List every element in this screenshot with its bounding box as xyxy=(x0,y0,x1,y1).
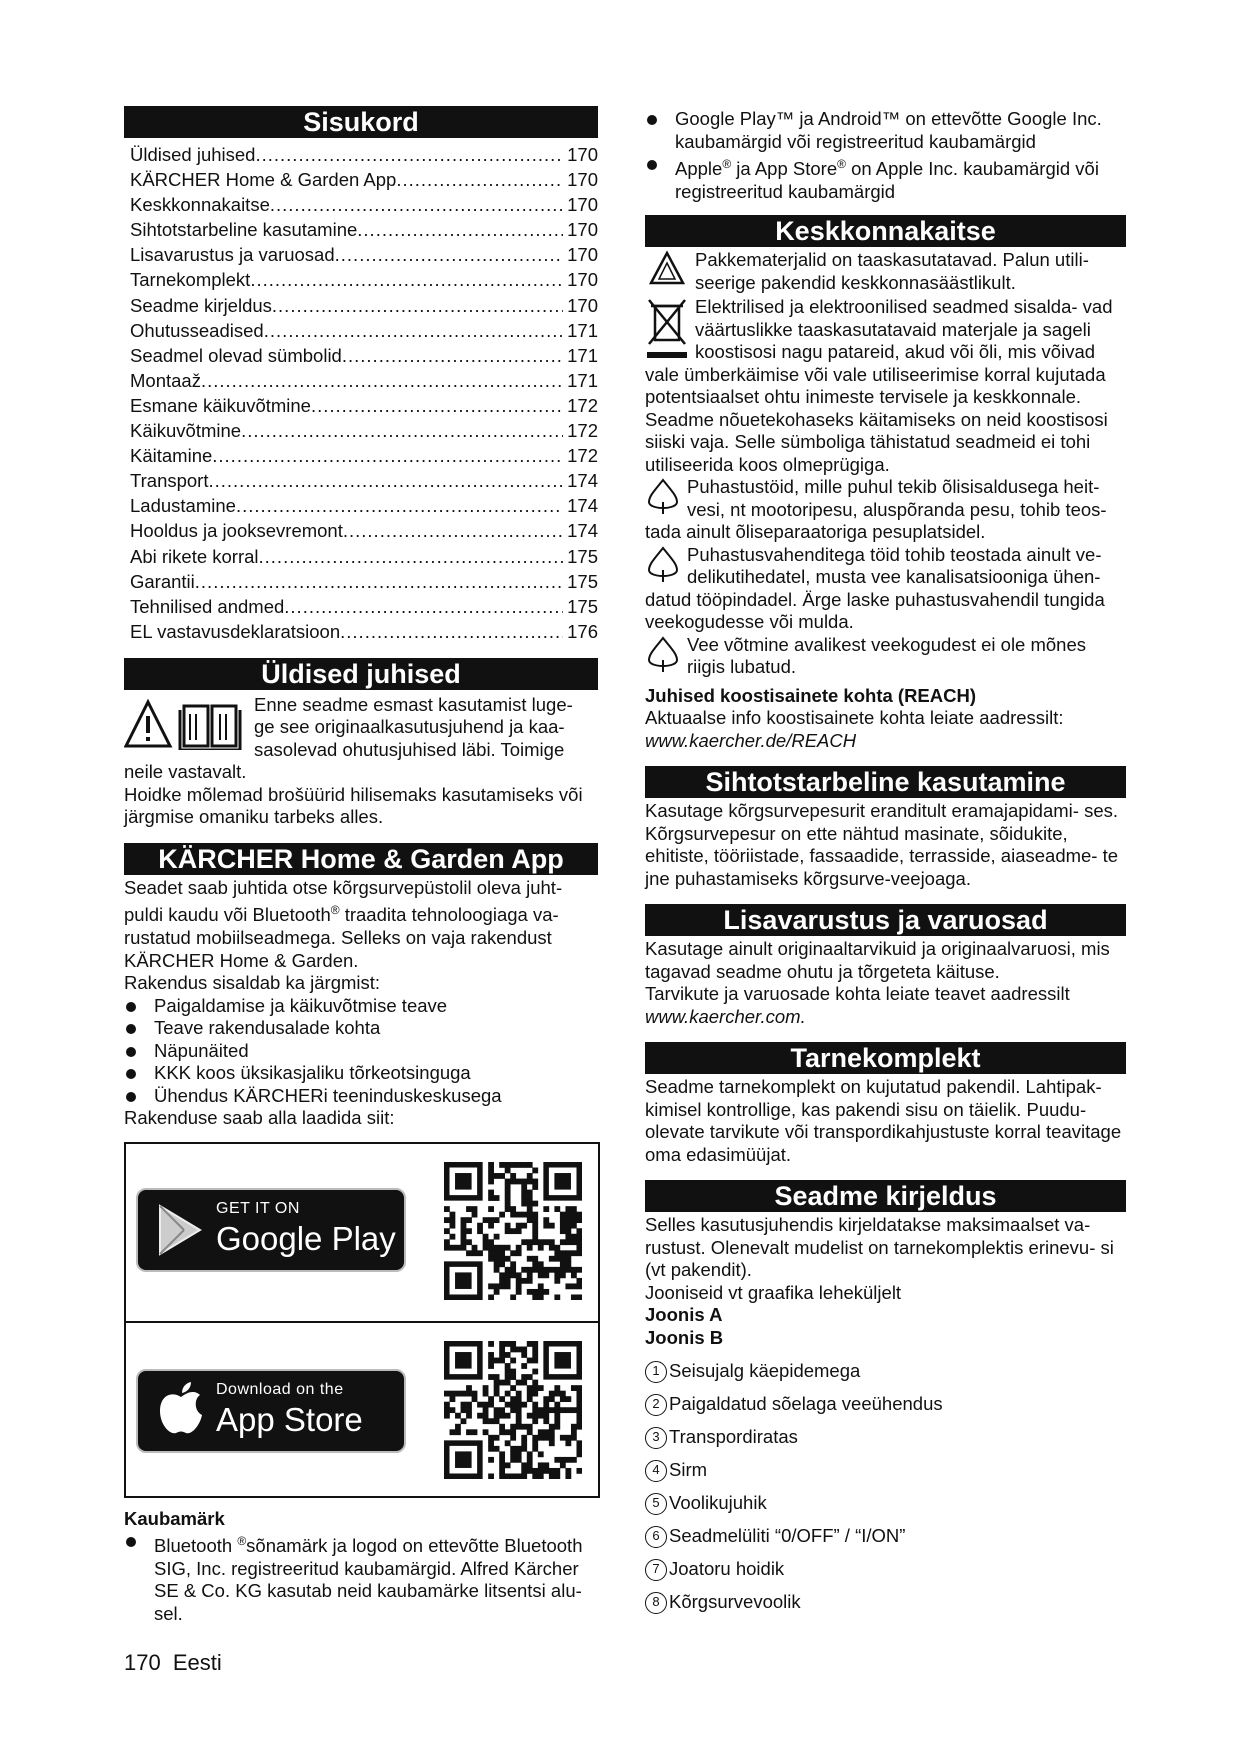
toc-leader-dots xyxy=(264,318,563,343)
weee-bin-icon xyxy=(645,296,689,362)
component-label: Paigaldatud sõelaga veeühendus xyxy=(669,1393,943,1415)
toc-entry[interactable] xyxy=(130,217,598,242)
component-label: Transpordiratas xyxy=(669,1426,798,1448)
toc-leader-dots xyxy=(212,443,563,468)
toc-entry[interactable] xyxy=(130,142,598,167)
component-number: 1 xyxy=(645,1361,667,1383)
toc-leader-dots xyxy=(284,594,563,619)
left-column xyxy=(124,106,598,1625)
toc-entry[interactable] xyxy=(130,368,598,393)
water-protection-icon xyxy=(645,476,681,516)
toc-entry-page: 172 xyxy=(567,420,598,442)
trademark-heading: Kaubamärk xyxy=(124,1507,225,1529)
toc-leader-dots xyxy=(270,192,563,217)
app-text-1: Seadet saab juhtida otse kõrgsurvepüstolil oleva juht- puldi kaudu või Bluetooth® traadita tehnoloogiaga va- rustatud mobiilseadmega. Selleks on vaja rakendust KÄRCHER Home & Garden. xyxy=(124,876,563,971)
toc-leader-dots xyxy=(259,544,564,569)
env-text-5: Vee võtmine avalikest veekogudest ei ole mõnes riigis lubatud. xyxy=(687,633,1087,678)
reach-link[interactable]: www.kaercher.de/REACH xyxy=(645,729,857,751)
list-item: Ühendus KÄRCHERi teeninduskeskusega xyxy=(124,1085,598,1108)
toc-leader-dots xyxy=(343,518,563,543)
intended-text-2: Kõrgsurvepesur on ette nähtud masinate, sõidukite, ehitiste, tööriistade, fassaadide, terrasside, aiaseadme- te jne puhastamiseks kõrgsurve-veejoaga. xyxy=(645,822,1119,889)
toc-leader-dots xyxy=(208,468,563,493)
toc-leader-dots xyxy=(201,368,563,393)
toc-entry-page: 175 xyxy=(567,545,598,567)
toc-entry-page: 171 xyxy=(567,344,598,366)
toc-entry-label: Käikuvõtmine xyxy=(130,420,242,442)
toc-entry-label: Esmane käikuvõtmine xyxy=(130,394,311,416)
table-of-contents xyxy=(130,142,598,644)
accessories-heading: Lisavarustus ja varuosad xyxy=(645,904,1126,936)
description-text-2: Jooniseid vt graafika leheküljelt xyxy=(645,1281,902,1303)
list-item: Paigaldamise ja käikuvõtmise teave xyxy=(124,995,598,1018)
apple-icon xyxy=(156,1381,206,1437)
reach-text: Aktuaalse info koostisainete kohta leiate aadressilt: xyxy=(645,707,1064,729)
toc-entry-page: 170 xyxy=(567,144,598,165)
component-label: Joatoru hoidik xyxy=(669,1558,785,1580)
app-feature-list xyxy=(124,995,598,1108)
accessories-link[interactable]: www.kaercher.com. xyxy=(645,1005,806,1027)
page-number: 170 xyxy=(124,1650,161,1675)
toc-entry-page: 170 xyxy=(567,244,598,266)
component-item xyxy=(645,1487,1126,1520)
component-list xyxy=(645,1355,1126,1619)
component-number: 7 xyxy=(645,1559,667,1581)
toc-entry-page: 174 xyxy=(567,520,598,542)
component-item xyxy=(645,1586,1126,1619)
toc-entry-page: 170 xyxy=(567,219,598,241)
toc-entry-label: EL vastavusdeklaratsioon xyxy=(130,620,341,642)
toc-entry-label: Ladustamine xyxy=(130,495,236,517)
trademark-list-continued xyxy=(645,108,1126,203)
list-item: Google Play™ ja Android™ on ettevõtte Google Inc. kaubamärgid või registreeritud kaubamärgid xyxy=(645,108,1126,153)
toc-entry-label: Üldised juhised xyxy=(130,144,256,165)
toc-entry[interactable] xyxy=(130,242,598,267)
toc-entry[interactable] xyxy=(130,619,598,644)
toc-leader-dots xyxy=(272,293,563,318)
delivery-text: Seadme tarnekomplekt on kujutatud pakendil. Lahtipak- kimisel kontrollige, kas pakendi sisu on täielik. Puudu- olevate tarvikute või transpordikahjustuste korral teavitage oma edasimüüjat. xyxy=(645,1076,1122,1165)
figure-b-label: Joonis B xyxy=(645,1326,724,1348)
component-item xyxy=(645,1553,1126,1586)
toc-leader-dots xyxy=(255,142,563,167)
list-item: Apple® ja App Store® on Apple Inc. kaubamärgid või registreeritud kaubamärgid xyxy=(645,153,1126,203)
toc-entry-label: Tarnekomplekt xyxy=(130,269,251,291)
toc-entry[interactable] xyxy=(130,493,598,518)
toc-entry-page: 170 xyxy=(567,194,598,216)
app-heading: KÄRCHER Home & Garden App xyxy=(124,843,598,875)
footer-language: Eesti xyxy=(172,1650,222,1675)
toc-entry-label: Tehnilised andmed xyxy=(130,595,285,617)
app-download-box xyxy=(124,1142,600,1498)
toc-entry[interactable] xyxy=(130,569,598,594)
toc-entry-page: 172 xyxy=(567,394,598,416)
general-text-2: Hoidke mõlemad brošüürid hilisemaks kasutamiseks või järgmise omaniku tarbeks alles. xyxy=(124,783,583,828)
component-number: 5 xyxy=(645,1493,667,1515)
toc-leader-dots xyxy=(335,242,563,267)
component-item xyxy=(645,1520,1126,1553)
toc-entry-label: Keskkonnakaitse xyxy=(130,194,270,216)
description-heading: Seadme kirjeldus xyxy=(645,1180,1126,1212)
toc-entry[interactable] xyxy=(130,318,598,343)
toc-entry-label: Garantii xyxy=(130,570,195,592)
list-item: KKK koos üksikasjaliku tõrkeotsinguga xyxy=(124,1062,598,1085)
toc-entry[interactable] xyxy=(130,343,598,368)
toc-entry-page: 171 xyxy=(567,369,598,391)
component-item xyxy=(645,1355,1126,1388)
toc-entry-label: Seadmel olevad sümbolid xyxy=(130,344,342,366)
component-number: 4 xyxy=(645,1460,667,1482)
toc-entry-label: KÄRCHER Home & Garden App xyxy=(130,169,397,191)
toc-entry[interactable] xyxy=(130,518,598,543)
google-play-qr-code[interactable] xyxy=(444,1162,582,1300)
list-item: Teave rakendusalade kohta xyxy=(124,1017,598,1040)
toc-entry-page: 172 xyxy=(567,445,598,467)
toc-entry[interactable] xyxy=(130,167,598,192)
toc-entry[interactable] xyxy=(130,544,598,569)
toc-leader-dots xyxy=(195,569,563,594)
component-label: Sirm xyxy=(669,1459,708,1481)
delivery-heading: Tarnekomplekt xyxy=(645,1042,1126,1074)
toc-entry-page: 175 xyxy=(567,570,598,592)
toc-entry-page: 176 xyxy=(567,620,598,642)
water-protection-icon xyxy=(645,544,681,584)
toc-leader-dots xyxy=(340,619,563,644)
toc-entry-page: 171 xyxy=(567,319,598,341)
google-play-badge[interactable]: GET IT ON Google Play xyxy=(136,1188,406,1272)
toc-entry-page: 174 xyxy=(567,495,598,517)
component-item xyxy=(645,1421,1126,1454)
env-text-3: Puhastustöid, mille puhul tekib õlisisaldusega heit- vesi, nt mootoripesu, aluspõranda pesu, tohib teos- tada ainult õliseparaatoriga pesuplatsidel. xyxy=(645,476,1107,543)
water-protection-icon xyxy=(645,634,681,674)
intended-text-1: Kasutage kõrgsurvepesurit eranditult eramajapidami- ses. xyxy=(645,800,1119,822)
toc-heading: Sisukord xyxy=(124,106,598,138)
general-heading: Üldised juhised xyxy=(124,658,598,690)
toc-entry-page: 170 xyxy=(567,294,598,316)
intended-use-heading: Sihtotstarbeline kasutamine xyxy=(645,766,1126,798)
toc-entry[interactable] xyxy=(130,443,598,468)
app-text-2: Rakendus sisaldab ka järgmist: xyxy=(124,972,381,994)
toc-entry-page: 175 xyxy=(567,595,598,617)
component-item xyxy=(645,1454,1126,1487)
toc-entry-label: Käitamine xyxy=(130,445,213,467)
warning-manual-icon xyxy=(124,698,248,750)
recycle-icon xyxy=(645,249,689,293)
toc-entry-label: Ohutusseadised xyxy=(130,319,264,341)
right-column xyxy=(645,108,1126,1619)
toc-entry-label: Sihtotstarbeline kasutamine xyxy=(130,219,358,241)
toc-entry-page: 174 xyxy=(567,470,598,492)
toc-entry-label: Lisavarustus ja varuosad xyxy=(130,244,335,266)
list-item: Näpunäited xyxy=(124,1040,598,1063)
list-item: Bluetooth ®sõnamärk ja logod on ettevõtte Bluetooth SIG, Inc. registreeritud kaubamärgid. Alfred Kärcher SE & Co. KG kasutab neid kaubamärke litsentsi alu- sel. xyxy=(124,1530,598,1625)
component-number: 3 xyxy=(645,1427,667,1449)
toc-leader-dots xyxy=(241,418,563,443)
toc-entry[interactable] xyxy=(130,293,598,318)
toc-entry[interactable] xyxy=(130,393,598,418)
app-text-3: Rakenduse saab alla laadida siit: xyxy=(124,1107,395,1129)
reach-heading: Juhised koostisainete kohta (REACH) xyxy=(645,684,977,706)
description-text-1: Selles kasutusjuhendis kirjeldatakse maksimaalset va- rustust. Olenevalt mudelist on tarnekomplektis erinevu- si (vt pakendit). xyxy=(645,1214,1114,1281)
toc-entry-label: Hooldus ja jooksevremont xyxy=(130,520,343,542)
toc-entry-label: Montaaž xyxy=(130,369,201,391)
figure-a-label: Joonis A xyxy=(645,1304,723,1326)
accessories-text-1: Kasutage ainult originaaltarvikuid ja originaalvaruosi, mis tagavad seadme ohutu ja tõrgeteta käituse. xyxy=(645,938,1110,982)
app-store-qr-code[interactable] xyxy=(444,1341,582,1479)
toc-entry[interactable] xyxy=(130,192,598,217)
toc-entry-label: Transport xyxy=(130,470,209,492)
component-number: 8 xyxy=(645,1592,667,1614)
env-text-2: Elektrilised ja elektroonilised seadmed sisalda- vad väärtuslikke taaskasutatavaid materjale ja sageli koostisosi nagu patareid, akud või õli, mis võivad vale ümberkäimise või vale utiliseerimise korral kujutada potentsiaalset ohtu inimeste tervisele ja keskkonnale. Seadme nõuetekohaseks käitamiseks on neid koostisosi siiski vaja. Selle sümboliga tähistatud seadmeid ei tohi utiliseerida koos olmeprügiga. xyxy=(645,296,1113,475)
component-number: 6 xyxy=(645,1526,667,1548)
toc-entry-label: Seadme kirjeldus xyxy=(130,294,272,316)
toc-entry-page: 170 xyxy=(567,169,598,191)
toc-entry-label: Abi rikete korral xyxy=(130,545,259,567)
toc-leader-dots xyxy=(311,393,563,418)
env-text-1: Pakkematerjalid on taaskasutatavad. Palun utili- seerige pakendid keskkonnasäästlikult. xyxy=(695,249,1089,293)
toc-leader-dots xyxy=(396,167,563,192)
component-item xyxy=(645,1388,1126,1421)
component-label: Voolikujuhik xyxy=(669,1492,767,1514)
accessories-text-2: Tarvikute ja varuosade kohta leiate teavet aadressilt xyxy=(645,983,1070,1005)
component-label: Kõrgsurvevoolik xyxy=(669,1591,801,1613)
component-label: Seisujalg käepidemega xyxy=(669,1360,861,1382)
google-play-icon xyxy=(150,1200,210,1260)
toc-leader-dots xyxy=(236,493,563,518)
app-store-badge[interactable]: Download on the App Store xyxy=(136,1369,406,1453)
toc-leader-dots xyxy=(342,343,563,368)
trademark-list xyxy=(124,1530,598,1625)
toc-leader-dots xyxy=(357,217,563,242)
toc-entry[interactable] xyxy=(130,267,598,292)
general-text-1: Enne seadme esmast kasutamist luge- ge see originaalkasutusjuhend ja kaa- sasolevad ohutusjuhised läbi. Toimige neile vastavalt. xyxy=(124,693,573,783)
page-footer xyxy=(124,1650,222,1676)
component-number: 2 xyxy=(645,1394,667,1416)
component-label: Seadmelüliti “0/OFF” / “I/ON” xyxy=(669,1525,906,1547)
toc-entry[interactable] xyxy=(130,594,598,619)
env-text-4: Puhastusvahenditega töid tohib teostada ainult ve- delikutihedatel, musta vee kanalisatsiooniga ühen- datud tööpindadel. Ärge laske puhastusvahendil tungida veekogudesse või mulda. xyxy=(645,543,1105,633)
toc-leader-dots xyxy=(250,267,563,292)
env-heading: Keskkonnakaitse xyxy=(645,215,1126,247)
toc-entry[interactable] xyxy=(130,418,598,443)
toc-entry[interactable] xyxy=(130,468,598,493)
toc-entry-page: 170 xyxy=(567,269,598,291)
